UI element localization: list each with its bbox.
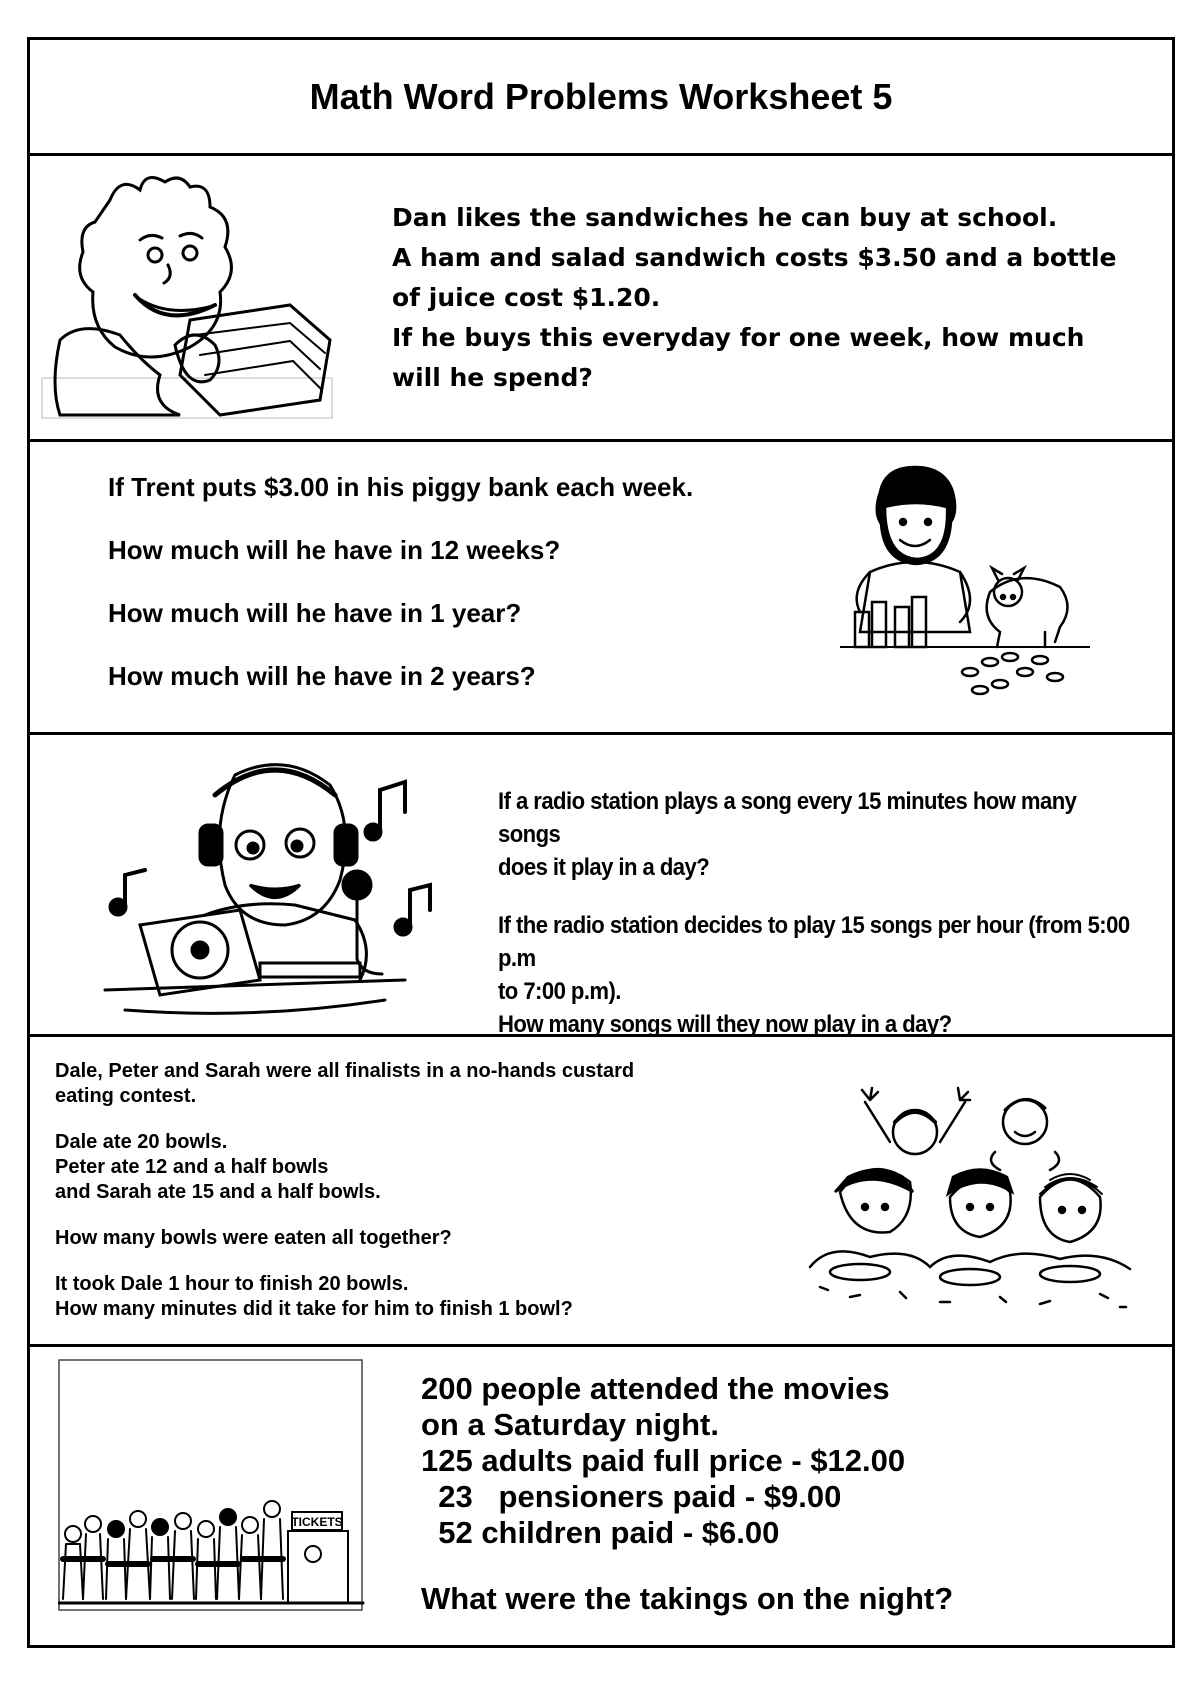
- tickets-sign: TICKETS: [291, 1515, 343, 1529]
- problem-line: will he spend?: [392, 363, 593, 392]
- problem-line: It took Dale 1 hour to finish 20 bowls.: [55, 1273, 409, 1295]
- problem-line: 125 adults paid full price - $12.00: [421, 1443, 906, 1478]
- problem-line: How many minutes did it take for him to finish 1 bowl?: [55, 1298, 573, 1320]
- problem-line: 23 pensioners paid - $9.00: [421, 1479, 842, 1514]
- problem-1: [30, 156, 1172, 442]
- page-title: Math Word Problems Worksheet 5: [309, 75, 893, 117]
- problem-2: [30, 442, 1172, 735]
- radio-dj-icon: [85, 755, 445, 1020]
- problem-line: Peter ate 12 and a half bowls: [55, 1156, 329, 1178]
- problem-line: to 7:00 p.m).: [498, 978, 621, 1005]
- problem-line: How many songs will they now play in a day?: [498, 1011, 952, 1038]
- problem-5-text: [421, 1371, 953, 1617]
- problem-1-text: [392, 198, 1117, 398]
- problem-line: Dan likes the sandwiches he can buy at school.: [392, 203, 1058, 232]
- problem-line: of juice cost $1.20.: [392, 283, 661, 312]
- problem-line-blank: [55, 1205, 634, 1226]
- problem-line: What were the takings on the night?: [421, 1581, 954, 1616]
- title-row: [30, 40, 1172, 156]
- problem-line: 52 children paid - $6.00: [421, 1515, 780, 1550]
- problem-5: [30, 1347, 1172, 1651]
- problem-line: and Sarah ate 15 and a half bowls.: [55, 1181, 381, 1203]
- problem-line: If a radio station plays a song every 15 minutes how many songs: [498, 788, 1077, 848]
- problem-line-blank: [55, 1109, 634, 1130]
- problem-line: If Trent puts $3.00 in his piggy bank each week.: [108, 472, 694, 502]
- boy-eating-sandwich-icon: [40, 170, 335, 425]
- problem-line: Dale ate 20 bowls.: [55, 1131, 228, 1153]
- problem-line-blank: [55, 1251, 634, 1272]
- problem-line: How many bowls were eaten all together?: [55, 1227, 452, 1249]
- problem-line: If the radio station decides to play 15 songs per hour (from 5:00 p.m: [498, 912, 1130, 972]
- problem-2-text: [108, 472, 693, 724]
- problem-4: [30, 1037, 1172, 1347]
- problem-line: Dale, Peter and Sarah were all finalists in a no-hands custard: [55, 1060, 635, 1082]
- problem-line: How much will he have in 1 year?: [108, 598, 522, 628]
- worksheet: [27, 37, 1175, 1648]
- problem-4-text: [55, 1059, 634, 1322]
- problem-3-text: [498, 785, 1142, 1041]
- custard-contest-icon: [800, 1082, 1150, 1322]
- problem-line: How much will he have in 2 years?: [108, 661, 536, 691]
- problem-3: [30, 735, 1172, 1037]
- problem-line: does it play in a day?: [498, 854, 710, 881]
- problem-line-blank: [498, 884, 1142, 909]
- problem-line: How much will he have in 12 weeks?: [108, 535, 561, 565]
- problem-line: eating contest.: [55, 1085, 197, 1107]
- movie-queue-icon: [58, 1359, 368, 1611]
- problem-line: If he buys this everyday for one week, how much: [392, 323, 1085, 352]
- problem-line: A ham and salad sandwich costs $3.50 and a bottle: [392, 243, 1117, 272]
- problem-line: on a Saturday night.: [421, 1407, 719, 1442]
- boy-piggy-bank-icon: [840, 462, 1090, 707]
- problem-line: 200 people attended the movies: [421, 1371, 890, 1406]
- problem-line-blank: [421, 1551, 953, 1581]
